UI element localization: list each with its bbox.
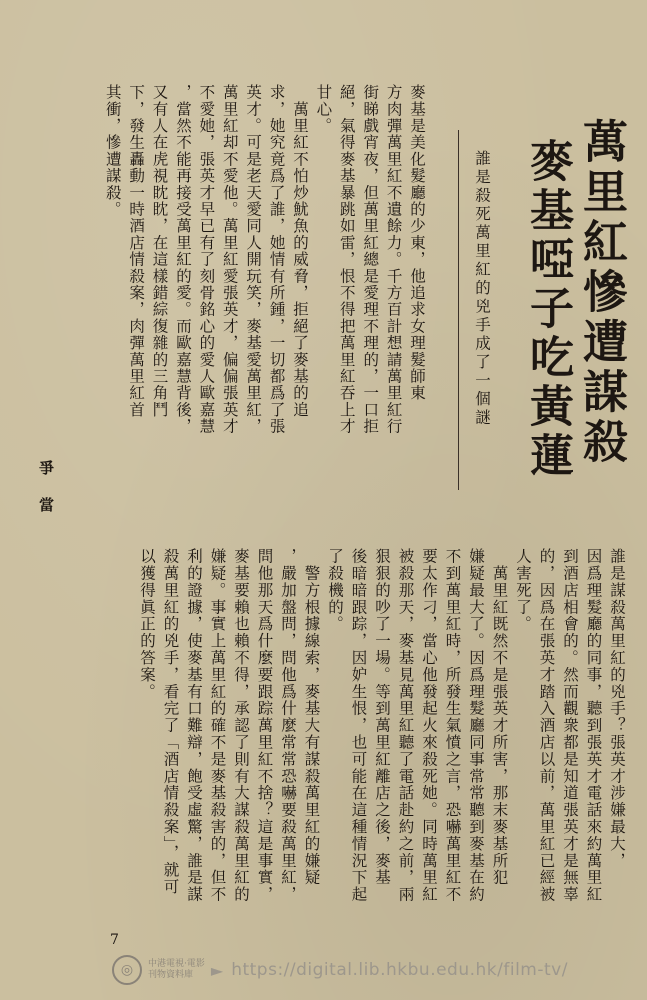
watermark-org-line2: 刊物資料庫 (148, 970, 194, 980)
lower-text-block (28, 548, 628, 908)
article-title: 萬里紅慘遭謀殺 (575, 118, 628, 468)
library-logo-icon: ◎ (112, 955, 142, 985)
library-watermark (112, 950, 632, 990)
watermark-url[interactable]: https://digital.lib.hkbu.edu.hk/film-tv/ (231, 960, 568, 980)
upper-text-block (28, 84, 428, 524)
watermark-org-line1: 中港電視·電影 (148, 959, 205, 969)
margin-stamp: 爭當 (37, 460, 55, 534)
section-divider (28, 532, 628, 533)
article-subtitle: 誰是殺死萬里紅的兇手成了一個謎 (473, 150, 491, 428)
upper-body-text: 麥基是美化髮廳的少東，他追求女理髮師東 方肉彈萬里紅不遺餘力。千方百計想請萬里紅行 街睇戲宵夜，但萬里紅總是愛理不理的，一口拒 絕，氣得麥基暴跳如雷，恨不得把萬里紅吞上才 甘心。 萬里紅不怕炒魷魚的威脅，拒絕了麥基的追 求，她究竟爲了誰，她情有所鍾，一切都爲了張 英才。可是老天愛同人開玩笑，麥基愛萬里紅， 萬里紅却不愛他。萬里紅愛張英才，偏偏張英才 不愛她，張英才早已有了刻骨銘心的愛人歐嘉慧 ，當然不能再接受萬里紅的愛。而歐嘉慧背後， 又有人在虎視眈眈，在這樣錯綜復雜的三角鬥 下，發生轟動一時酒店情殺案，肉彈萬里紅首 其衝，慘遭謀殺。 (103, 84, 426, 435)
page-number: 7 (110, 932, 119, 948)
article-headline: 麥基啞子吃黃蓮 (522, 138, 573, 481)
arrow-icon: ► (210, 960, 224, 980)
watermark-org (148, 959, 205, 981)
lower-body-text: 誰是謀殺萬里紅的兇手？張英才涉嫌最大， 因爲理髮廳的同事，聽到張英才電話來約萬里紅 到酒店相會的。然而觀衆都是知道張英才是無辜 的，因爲在張英才踏入酒店以前，萬里紅已經被 人害死了。 萬里紅既然不是張英才所害，那末麥基所犯 嫌疑最大了。因爲理髮廳同事常常聽到麥基在約 不到萬里紅時，所發生氣憤之言，恐嚇萬里紅不 要太作刁，當心他發起火來殺死她。同時萬里紅 被殺那天，麥基見萬里紅聽了電話赴約之前，兩 狠狠的吵了一場。等到萬里紅離店之後，麥基 後暗暗跟踪，因妒生恨，也可能在這種情況下起 了殺機的。 警方根據線索，麥基大有謀殺萬里紅的嫌疑 ，嚴加盤問，問他爲什麼常常恐嚇要殺萬里紅， 問他那天爲什麼要跟踪萬里紅不捨？這是事實， 麥基要賴也賴不得，承認了則有大謀殺萬里紅的 嫌疑。事實上萬里紅的確不是麥基殺害的，但不 利的證據，使麥基有口難辯，飽受虛驚，誰是謀 殺萬里紅的兇手，看完了「酒店情殺案」，就可 以獲得眞正的答案。 (138, 548, 626, 903)
